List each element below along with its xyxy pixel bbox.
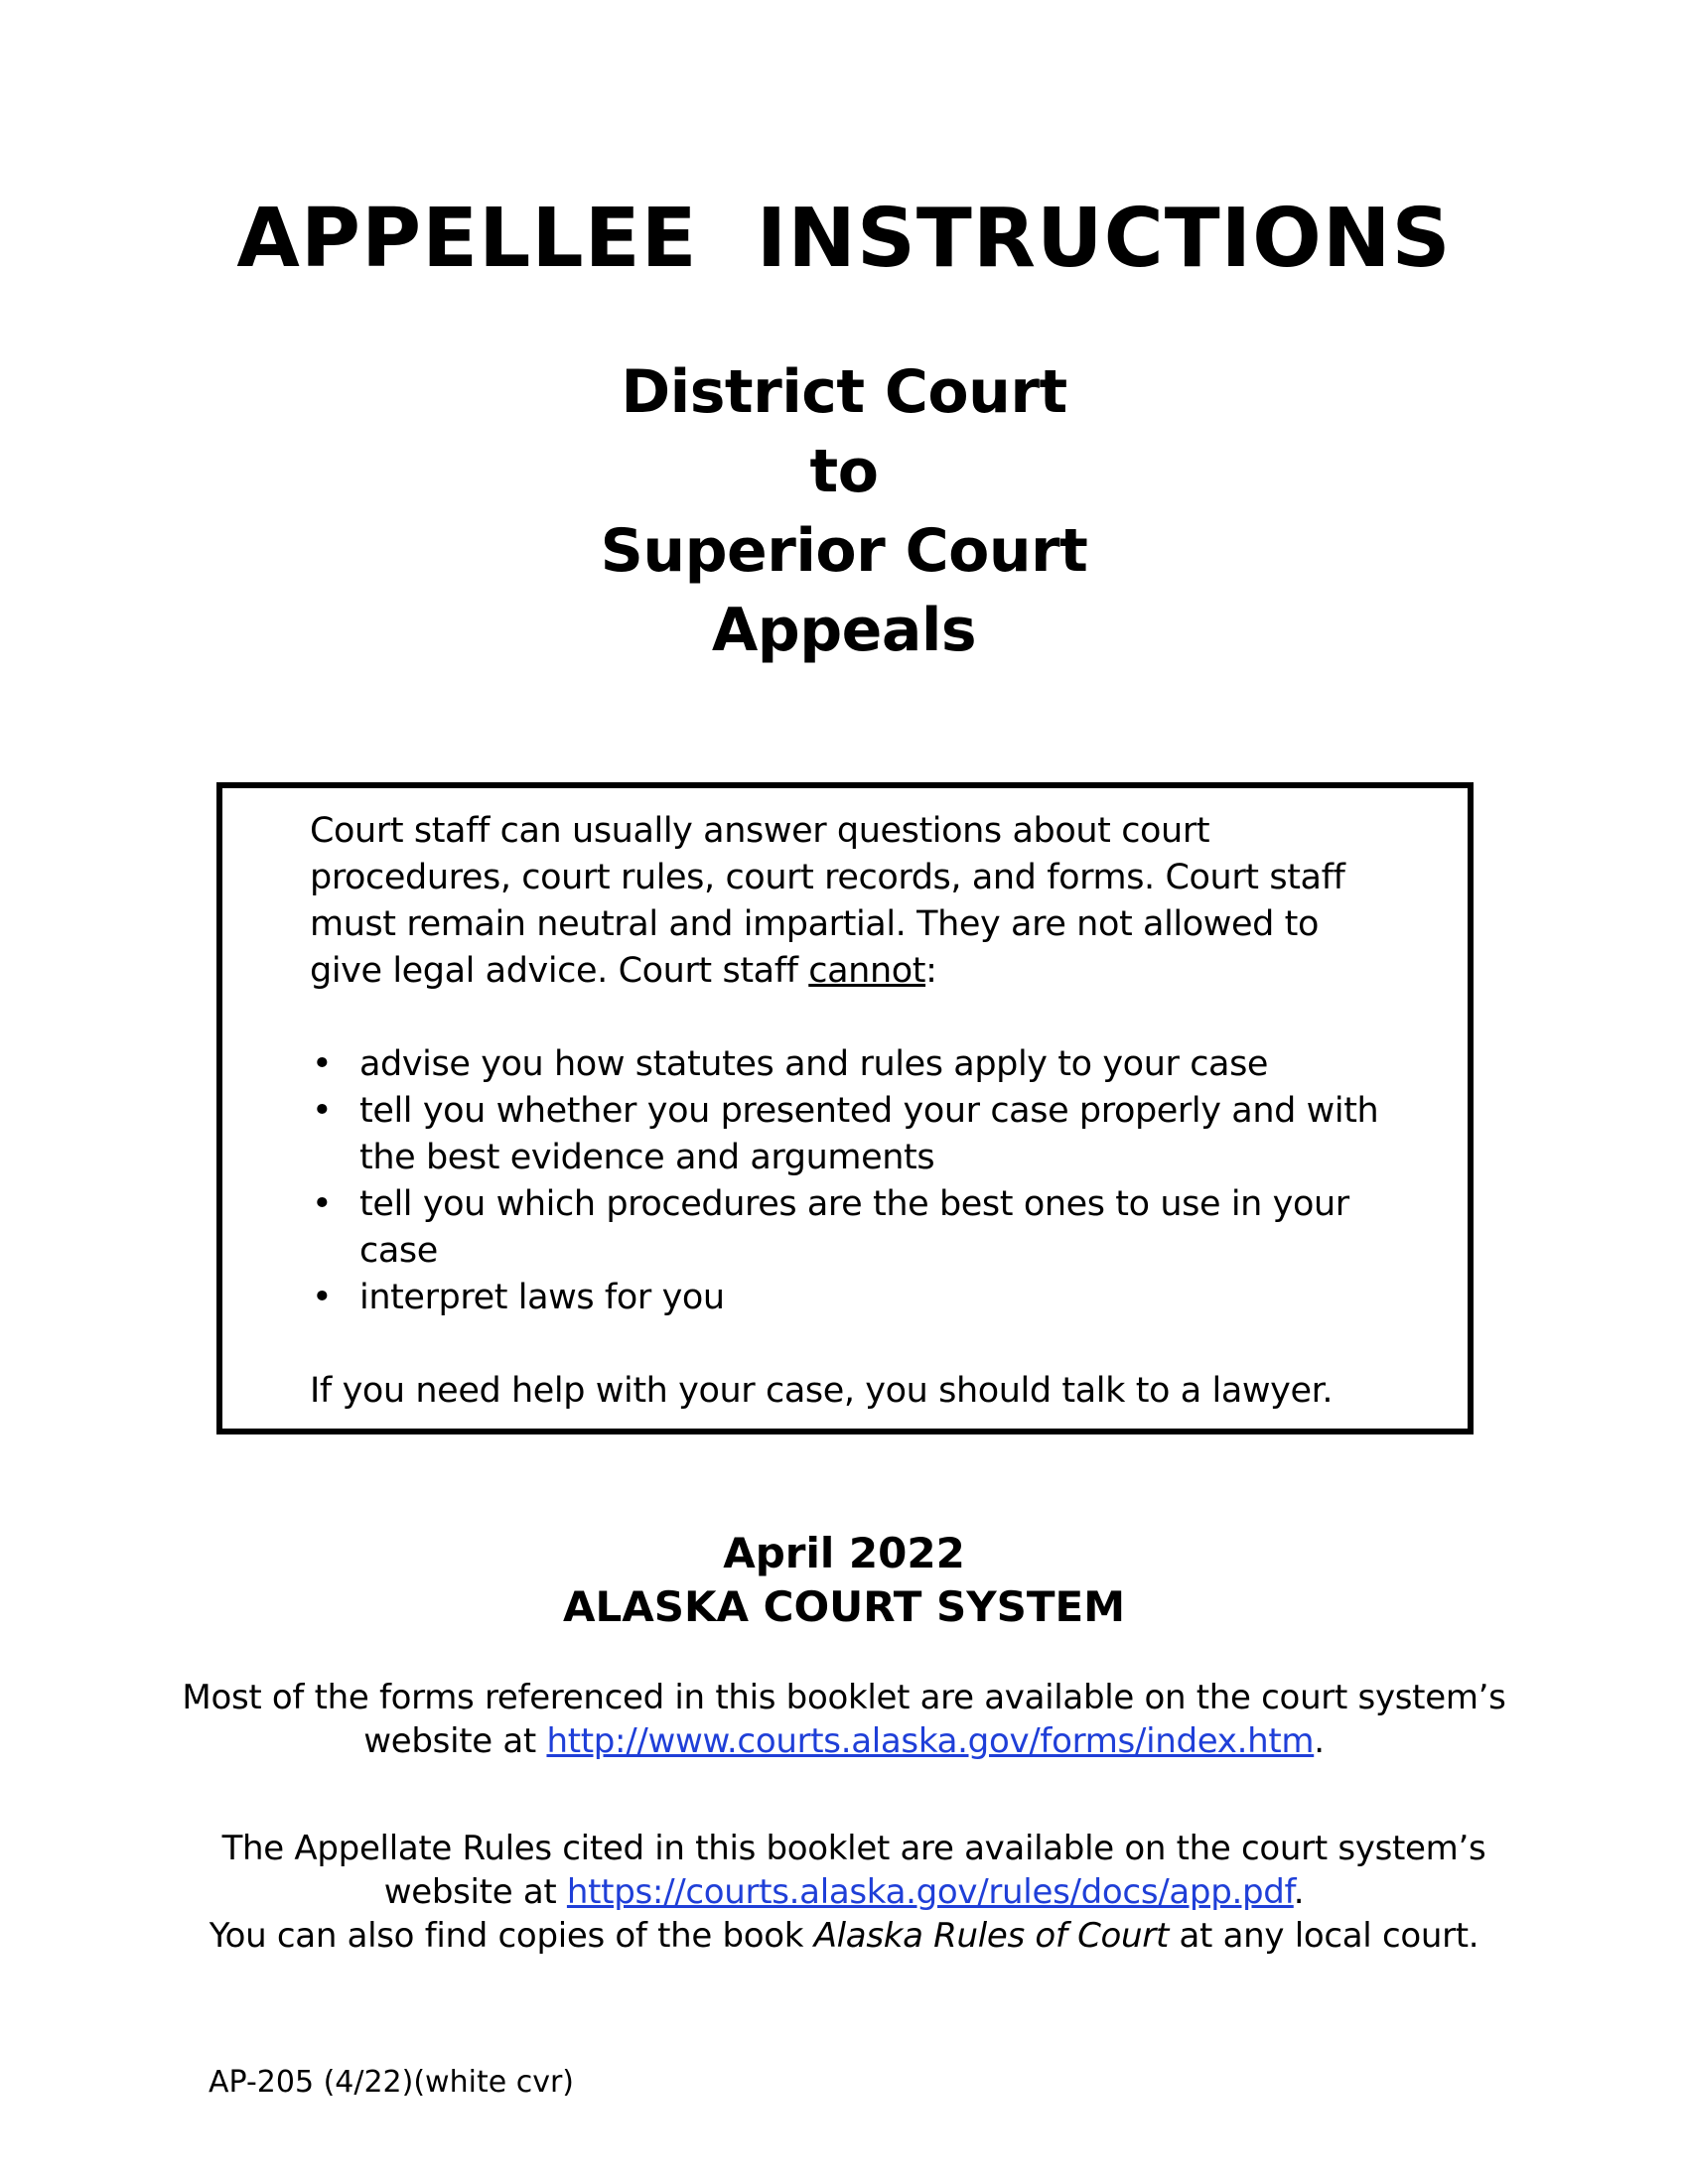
organization-name: ALASKA COURT SYSTEM xyxy=(562,1582,1126,1631)
rules-info-line3 xyxy=(0,1914,1688,1958)
list-item-text: interpret laws for you xyxy=(359,1278,725,1317)
subtitle-line: to xyxy=(809,437,879,506)
list-item xyxy=(310,1088,1422,1181)
publication-block xyxy=(0,1527,1688,1634)
notice-content xyxy=(310,808,1422,1415)
list-item-text: tell you whether you presented your case properly and with the best evidence and arguments xyxy=(359,1091,1379,1177)
bullet-icon: • xyxy=(312,1184,333,1224)
notice-intro-prefix: give legal advice. Court staff xyxy=(310,951,809,991)
book-title: Alaska Rules of Court xyxy=(813,1916,1170,1956)
appellate-rules-link[interactable]: https://courts.alaska.gov/rules/docs/app.pdf xyxy=(566,1872,1294,1912)
document-subtitle xyxy=(0,352,1688,670)
forms-info-line1: Most of the forms referenced in this booklet are available on the court system’s xyxy=(182,1678,1506,1717)
notice-intro xyxy=(310,808,1422,995)
publication-date: April 2022 xyxy=(723,1529,965,1577)
notice-intro-line-last xyxy=(310,948,1422,995)
forms-link[interactable]: http://www.courts.alaska.gov/forms/index.htm xyxy=(546,1721,1315,1761)
rules-info-prefix: website at xyxy=(383,1872,567,1912)
rules-info-line3-suffix: at any local court. xyxy=(1169,1916,1479,1956)
list-item xyxy=(310,1275,1422,1321)
notice-intro-suffix: : xyxy=(925,951,937,991)
court-staff-notice-box xyxy=(216,782,1474,1434)
subtitle-line: Superior Court xyxy=(600,516,1088,586)
notice-intro-line: procedures, court rules, court records, and forms. Court staff xyxy=(310,858,1345,897)
form-code: AP-205 (4/22)(white cvr) xyxy=(209,2065,574,2100)
forms-info-line2 xyxy=(0,1719,1688,1763)
list-item-text: tell you which procedures are the best ones to use in your case xyxy=(359,1184,1349,1271)
list-item-text: advise you how statutes and rules apply to your case xyxy=(359,1044,1269,1084)
notice-intro-line: Court staff can usually answer questions about court xyxy=(310,811,1210,851)
forms-info-prefix: website at xyxy=(363,1721,547,1761)
document-title: APPELLEE INSTRUCTIONS xyxy=(236,192,1452,286)
bullet-icon: • xyxy=(312,1278,333,1317)
forms-info xyxy=(0,1676,1688,1763)
notice-closing: If you need help with your case, you should talk to a lawyer. xyxy=(310,1371,1334,1411)
list-item xyxy=(310,1181,1422,1275)
bullet-icon: • xyxy=(312,1091,333,1131)
rules-info-line2 xyxy=(0,1870,1688,1914)
rules-info-suffix: . xyxy=(1293,1872,1305,1912)
rules-info xyxy=(0,1827,1688,1958)
notice-cannot-emphasis: cannot xyxy=(808,951,926,991)
rules-info-line1: The Appellate Rules cited in this booklet are available on the court system’s xyxy=(221,1829,1486,1868)
rules-info-line3-prefix: You can also find copies of the book xyxy=(209,1916,814,1956)
staff-cannot-list xyxy=(310,1041,1422,1321)
subtitle-line: Appeals xyxy=(711,596,977,665)
subtitle-line: District Court xyxy=(621,357,1067,427)
bullet-icon: • xyxy=(312,1044,333,1084)
notice-intro-line: must remain neutral and impartial. They are not allowed to xyxy=(310,904,1319,944)
forms-info-suffix: . xyxy=(1314,1721,1325,1761)
list-item xyxy=(310,1041,1422,1088)
